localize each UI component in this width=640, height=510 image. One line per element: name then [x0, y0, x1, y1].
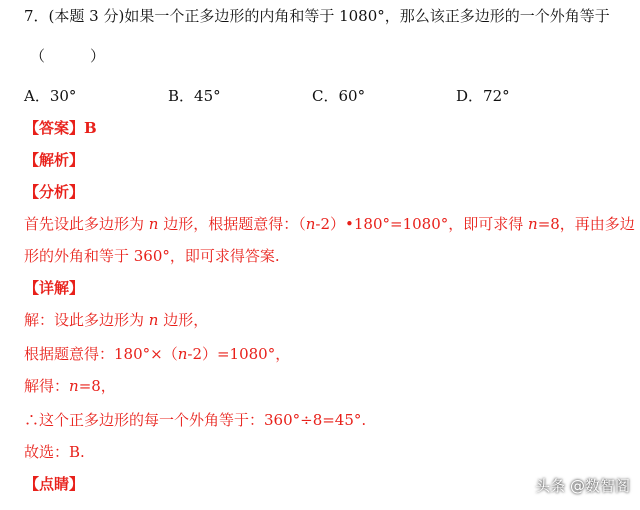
analysis-text: 首先设此多边形为: [24, 215, 149, 233]
solution-text: 解：设此多边形为: [24, 311, 149, 329]
variable-n: n: [528, 215, 538, 233]
answer-value: B: [84, 119, 97, 137]
option-a: A．30°: [24, 87, 77, 105]
option-c: C．60°: [312, 87, 366, 105]
watermark: 头条 @数智阁: [535, 477, 630, 495]
fenxi-heading: 【分析】: [24, 183, 85, 201]
dianjing-heading: 【点睛】: [24, 475, 85, 493]
solution-line-1: [24, 310, 208, 330]
variable-n: n: [148, 311, 159, 329]
solution-text: 根据题意得：180°×（: [24, 345, 178, 363]
xiangjie-heading: 【详解】: [24, 279, 85, 297]
solution-text: =8，: [78, 377, 116, 395]
question-blank: （ ）: [30, 47, 106, 65]
option-d: D．72°: [456, 87, 510, 105]
option-b: B．45°: [168, 87, 221, 105]
solution-text: 解得：: [24, 377, 70, 395]
analysis-line-1: [24, 214, 635, 234]
variable-n: n: [177, 345, 188, 363]
question-stem: 7．(本题 3 分)如果一个正多边形的内角和等于 1080°，那么该正多边形的一个外角等于: [24, 7, 610, 25]
solution-text: 边形，: [158, 311, 209, 329]
variable-n: n: [69, 377, 79, 395]
solution-line-3: [24, 376, 116, 396]
analysis-text: =8，再由多边: [537, 215, 635, 233]
analysis-line-2: 形的外角和等于 360°，即可求得答案.: [24, 247, 280, 265]
solution-line-4: ∴这个正多边形的每一个外角等于：360°÷8=45°.: [24, 411, 367, 429]
analysis-text: 边形，根据题意得：（: [158, 215, 306, 233]
solution-text: -2）=1080°，: [187, 345, 291, 363]
jiexi-heading: 【解析】: [24, 151, 85, 169]
answer-line: [24, 118, 97, 138]
answer-label: 【答案】: [24, 119, 85, 137]
analysis-text: -2）•180°=1080°，即可求得: [315, 215, 529, 233]
variable-n: n: [305, 215, 316, 233]
solution-line-5: 故选：B.: [24, 443, 85, 461]
variable-n: n: [148, 215, 159, 233]
solution-line-2: [24, 344, 290, 364]
